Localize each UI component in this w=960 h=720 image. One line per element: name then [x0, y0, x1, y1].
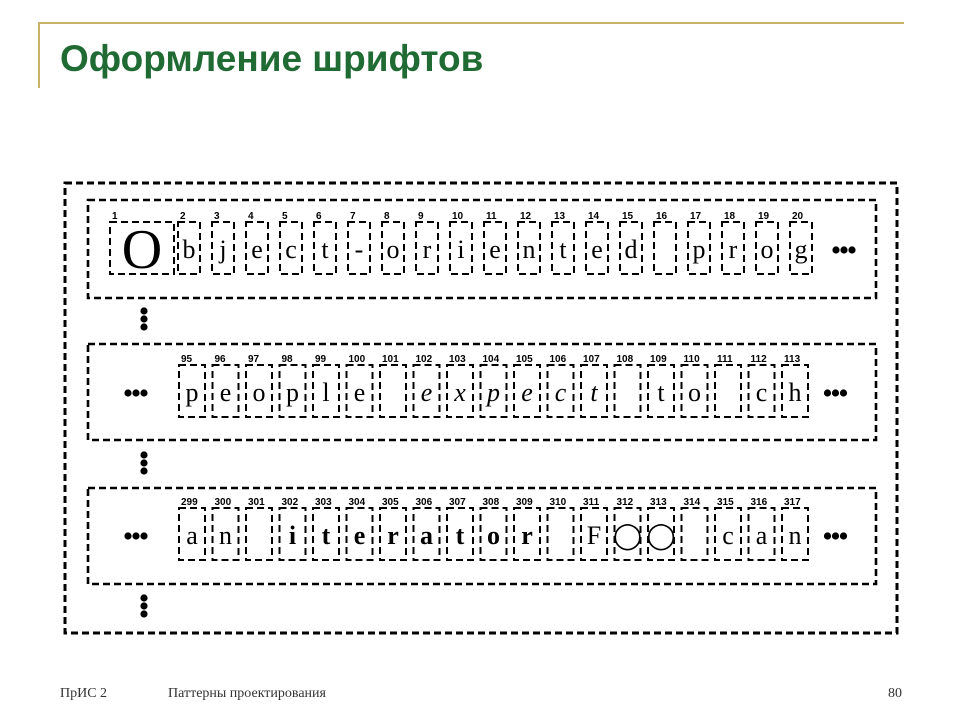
- char-index-label: 309: [516, 497, 533, 508]
- glyph-char: c: [722, 521, 734, 550]
- char-index-label: 314: [683, 497, 701, 508]
- char-index-label: 17: [690, 211, 702, 222]
- char-index-label: 104: [482, 354, 500, 365]
- char-index-label: 20: [792, 211, 804, 222]
- char-index-label: 5: [282, 211, 288, 222]
- char-index-label: 16: [656, 211, 668, 222]
- char-index-label: 315: [717, 497, 734, 508]
- char-index-label: 102: [415, 354, 433, 365]
- glyph-char: i: [457, 235, 465, 264]
- char-index-label: 1: [112, 211, 118, 222]
- char-index-label: 106: [549, 354, 567, 365]
- continuation-dots: [840, 532, 847, 539]
- char-index-label: 2: [180, 211, 186, 222]
- char-index-label: 299: [181, 497, 198, 508]
- char-index-label: 316: [750, 497, 768, 508]
- vertical-continuation-dots: [140, 467, 147, 474]
- continuation-dots: [840, 389, 847, 396]
- glyph-char: e: [420, 378, 433, 407]
- glyph-char: d: [624, 235, 638, 264]
- glyph-char: r: [728, 235, 738, 264]
- char-cell: [548, 508, 574, 560]
- char-index-label: 311: [583, 497, 600, 508]
- char-index-label: 97: [248, 354, 260, 365]
- char-index-label: 101: [382, 354, 399, 365]
- char-index-label: 10: [452, 211, 464, 222]
- char-index-label: 103: [449, 354, 466, 365]
- glyph-char: p: [185, 378, 199, 407]
- char-index-label: 12: [520, 211, 532, 222]
- glyph-char: e: [489, 235, 501, 264]
- char-index-label: 306: [415, 497, 433, 508]
- glyph-char: o: [252, 378, 266, 407]
- char-index-label: 313: [650, 497, 667, 508]
- char-index-label: 300: [214, 497, 232, 508]
- vertical-continuation-dots: [140, 602, 147, 609]
- continuation-dots: [840, 246, 847, 253]
- char-index-label: 95: [181, 354, 193, 365]
- glyph-char: c: [285, 235, 297, 264]
- glyph-char: p: [487, 378, 500, 407]
- glyph-char: t: [455, 521, 465, 550]
- char-index-label: 13: [554, 211, 566, 222]
- glyph-char: o: [688, 378, 701, 407]
- glyph-char: j: [219, 235, 227, 264]
- char-index-label: 303: [315, 497, 332, 508]
- slide-title: Оформление шрифтов: [60, 38, 484, 79]
- glyph-char: o: [487, 521, 500, 550]
- glyph-char: e: [521, 378, 533, 407]
- char-index-label: 304: [348, 497, 366, 508]
- char-index-label: 96: [214, 354, 226, 365]
- glyph-char: t: [559, 235, 567, 264]
- char-index-label: 308: [482, 497, 500, 508]
- glyph-char: t: [590, 378, 598, 407]
- glyph-char: e: [251, 235, 263, 264]
- char-index-label: 108: [616, 354, 634, 365]
- char-index-label: 14: [588, 211, 600, 222]
- glyph-char: o: [386, 235, 400, 264]
- continuation-dots: [140, 532, 147, 539]
- glyph-char: a: [186, 521, 198, 550]
- glyph-char: e: [591, 235, 603, 264]
- glyph-char: t: [657, 378, 665, 407]
- glyph-char: r: [521, 521, 533, 550]
- char-index-label: 109: [650, 354, 667, 365]
- char-index-label: 98: [281, 354, 293, 365]
- glyph-char: r: [422, 235, 432, 264]
- char-index-label: 99: [315, 354, 327, 365]
- continuation-dots: [140, 389, 147, 396]
- char-index-label: 3: [214, 211, 220, 222]
- char-index-label: 110: [683, 354, 700, 365]
- char-cell: [246, 508, 272, 560]
- vertical-continuation-dots: [140, 451, 147, 458]
- continuation-dots: [124, 532, 131, 539]
- char-cell: [615, 365, 641, 417]
- continuation-dots: [832, 532, 839, 539]
- glyph-char: a: [420, 521, 433, 550]
- glyph-char: p: [286, 378, 299, 407]
- continuation-dots: [824, 532, 831, 539]
- vertical-continuation-dots: [140, 323, 147, 330]
- char-index-label: 307: [449, 497, 466, 508]
- vertical-continuation-dots: [140, 315, 147, 322]
- footer-course: ПрИС 2: [60, 686, 108, 701]
- char-index-label: 111: [717, 354, 733, 365]
- glyph-char: e: [353, 521, 366, 550]
- continuation-dots: [124, 389, 131, 396]
- char-index-label: 7: [350, 211, 356, 222]
- vertical-continuation-dots: [140, 459, 147, 466]
- continuation-dots: [824, 389, 831, 396]
- char-index-label: 19: [758, 211, 770, 222]
- char-index-label: 310: [549, 497, 567, 508]
- vertical-continuation-dots: [140, 307, 147, 314]
- char-index-label: 11: [486, 211, 497, 222]
- glyph-char: ◯: [646, 521, 676, 550]
- glyph-char: t: [321, 521, 331, 550]
- glyph-char: l: [322, 378, 330, 407]
- char-index-label: 312: [616, 497, 634, 508]
- continuation-dots: [832, 246, 839, 253]
- continuation-dots: [132, 532, 139, 539]
- glyph-char: x: [454, 378, 466, 407]
- char-index-label: 305: [382, 497, 399, 508]
- glyph-char: ◯: [612, 521, 643, 550]
- vertical-continuation-dots: [140, 610, 147, 617]
- char-index-label: 105: [516, 354, 533, 365]
- char-index-label: 9: [418, 211, 424, 222]
- glyph-char: F: [586, 521, 602, 550]
- char-index-label: 15: [622, 211, 634, 222]
- glyph-char: e: [353, 378, 366, 407]
- char-index-label: 18: [724, 211, 736, 222]
- char-index-label: 107: [583, 354, 600, 365]
- glyph-char: g: [794, 235, 808, 264]
- char-index-label: 6: [316, 211, 322, 222]
- footer-topic: Паттерны проектирования: [168, 686, 326, 701]
- footer-page-number: 80: [888, 686, 902, 701]
- char-index-label: 112: [750, 354, 767, 365]
- char-index-label: 301: [248, 497, 265, 508]
- glyph-char: p: [692, 235, 706, 264]
- glyph-char: t: [321, 235, 329, 264]
- glyph-char: n: [219, 521, 232, 550]
- char-index-label: 4: [248, 211, 254, 222]
- glyph-char: b: [182, 235, 196, 264]
- char-index-label: 100: [348, 354, 366, 365]
- char-index-label: 317: [784, 497, 801, 508]
- glyph-char: n: [788, 521, 802, 550]
- glyph-char: h: [788, 378, 802, 407]
- glyph-char: n: [522, 235, 536, 264]
- glyph-char: e: [219, 378, 232, 407]
- char-cell: [682, 508, 708, 560]
- char-index-label: 302: [281, 497, 299, 508]
- glyph-char: a: [755, 521, 768, 550]
- glyph-char: r: [387, 521, 399, 550]
- continuation-dots: [132, 389, 139, 396]
- glyph-char: -: [354, 235, 364, 264]
- char-index-label: 113: [784, 354, 801, 365]
- glyph-char: o: [760, 235, 774, 264]
- glyph-char: c: [554, 378, 567, 407]
- glyph-char: O: [121, 219, 163, 281]
- glyph-char: i: [288, 521, 297, 550]
- glyph-char: c: [755, 378, 768, 407]
- char-index-label: 8: [384, 211, 390, 222]
- char-cell: [380, 365, 406, 417]
- char-cell: [654, 222, 676, 274]
- continuation-dots: [832, 389, 839, 396]
- vertical-continuation-dots: [140, 594, 147, 601]
- continuation-dots: [848, 246, 855, 253]
- char-cell: [715, 365, 741, 417]
